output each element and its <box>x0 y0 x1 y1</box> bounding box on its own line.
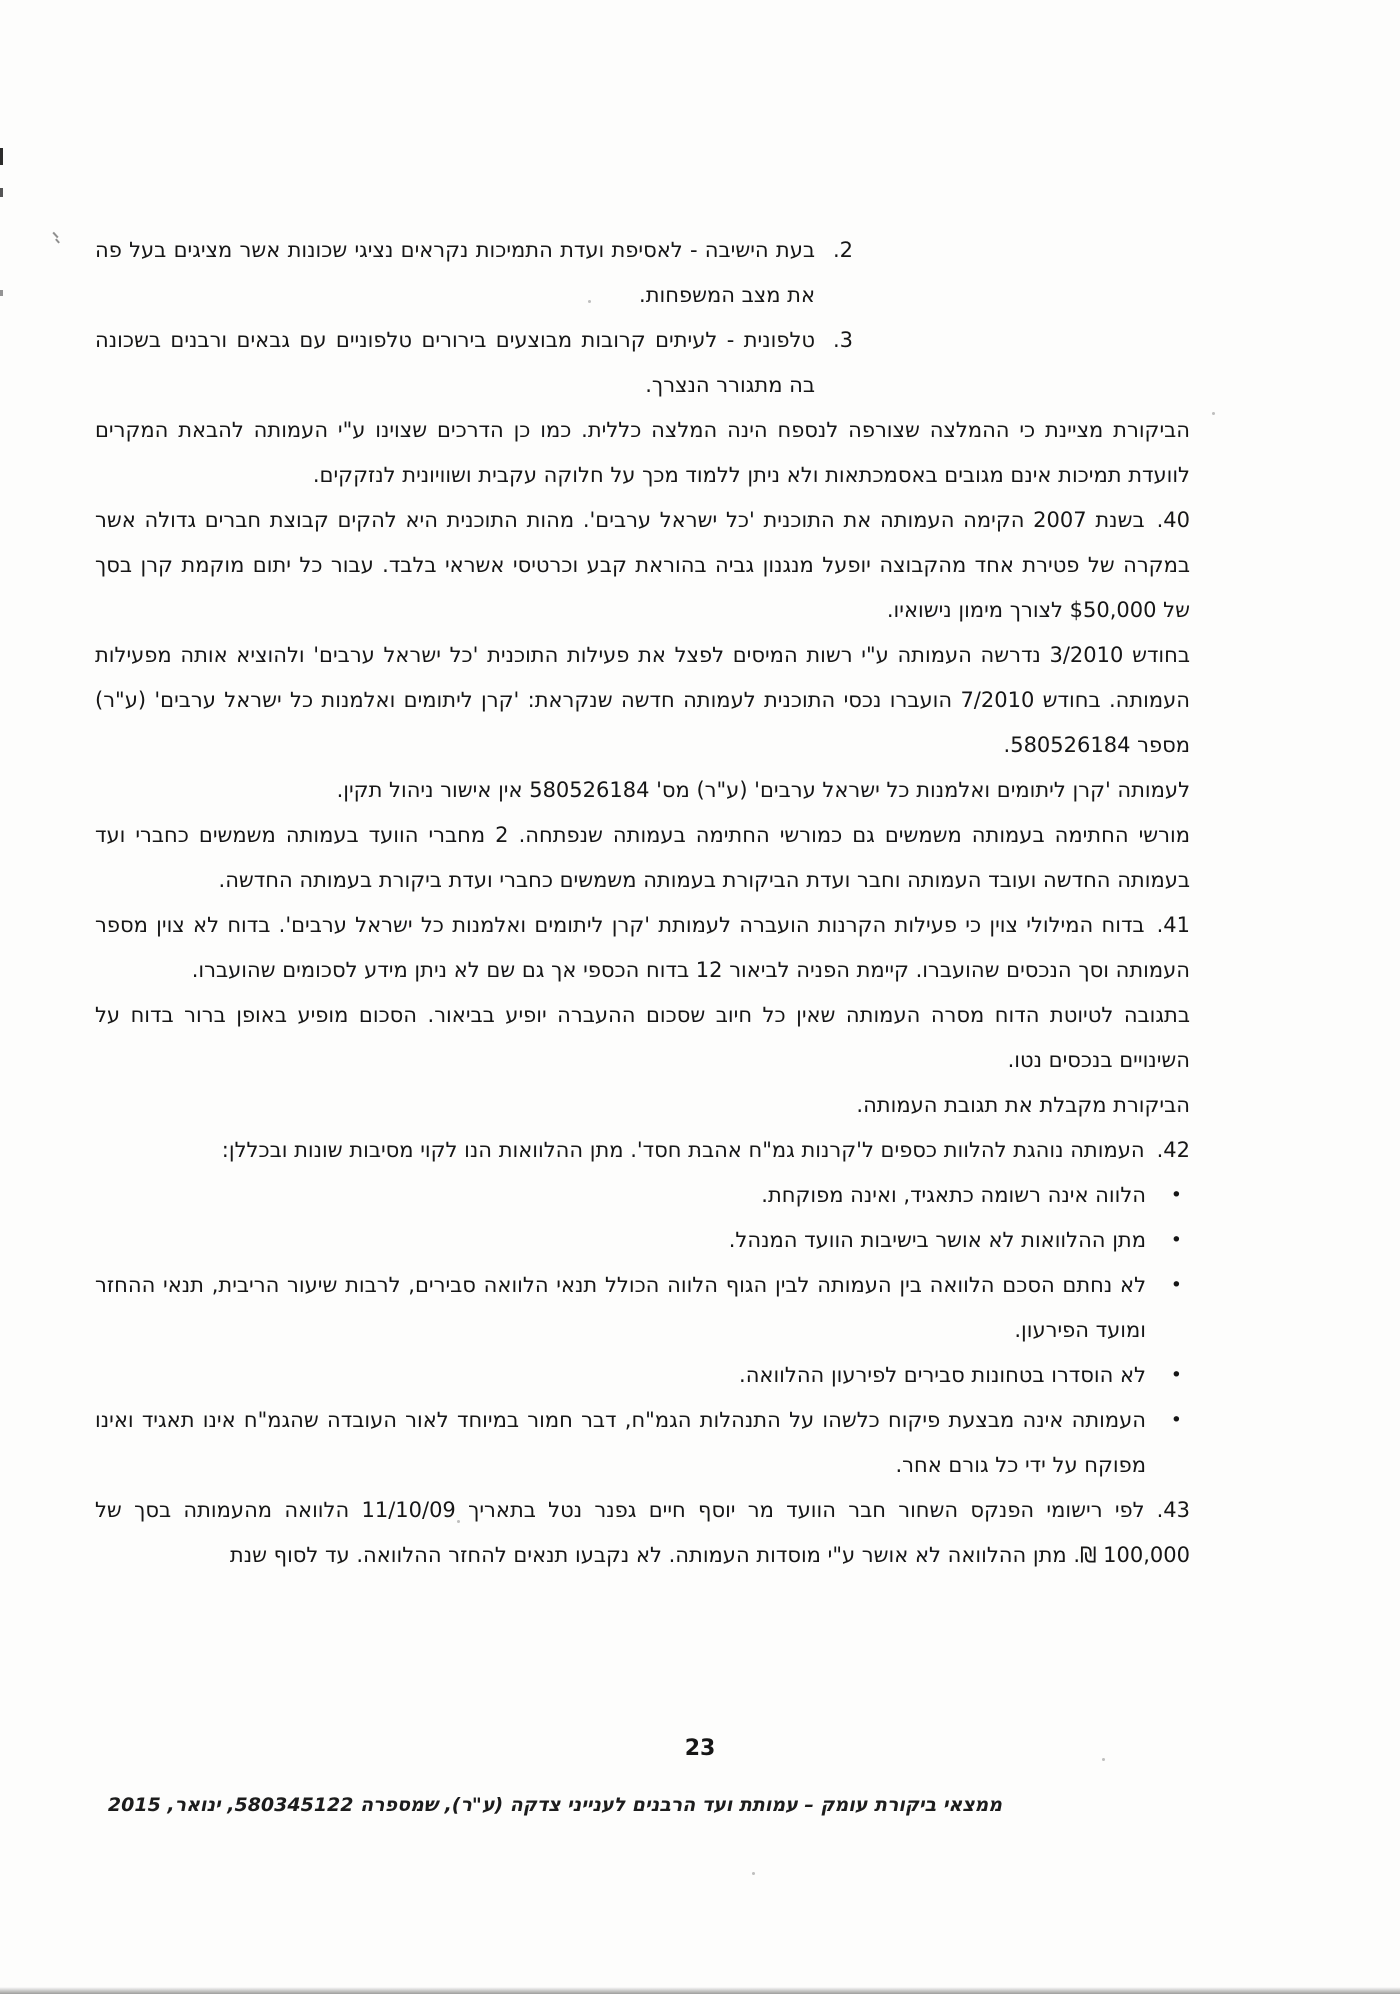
bullet-item-1-text: הלווה אינה רשומה כתאגיד, ואינה מפוקחת. <box>761 1183 1146 1207</box>
list-item-2-number: 2. <box>832 238 853 262</box>
scan-artifact <box>697 1150 700 1153</box>
item-41-paragraph-1 <box>95 903 1190 993</box>
list-item-2-text: בעת הישיבה - לאסיפת ועדת התמיכות נקראים נציגי שכונות אשר מציגים בעל פה את מצב המשפחות. <box>95 238 815 307</box>
item-41-number: 41. <box>1156 913 1190 937</box>
item-43-paragraph <box>95 1488 1190 1578</box>
item-40-paragraph-1 <box>95 498 1190 633</box>
item-40-paragraph-4: מורשי החתימה בעמותה משמשים גם כמורשי החתימה בעמותה שנפתחה. 2 מחברי הוועד בעמותה משמשים כחברי ועד בעמותה החדשה ועובד העמותה וחבר ועדת הביקורת בעמותה משמשים כחברי ועדת ביקורת בעמותה החדשה. <box>95 823 1190 892</box>
bullet-item-4 <box>95 1353 1182 1398</box>
scan-artifact <box>0 148 3 165</box>
scan-artifact <box>588 300 591 303</box>
item-43-text: לפי רישומי הפנקס השחור חבר הוועד מר יוסף חיים גפנר נטל בתאריך 11/10/09 הלוואה מהעמותה בסך של 100,000 ₪. מתן ההלוואה לא אושר ע"י מוסדות העמותה. לא נקבעו תנאים להחזר ההלוואה. עד לסוף שנת <box>95 1498 1190 1567</box>
item-40-text-1: בשנת 2007 הקימה העמותה את התוכנית 'כל ישראל ערבים'. מהות התוכנית היא להקים קבוצת חברים גדולה אשר במקרה של פטירת אחד מהקבוצה יופעל מנגנון גביה בהוראת קבע וכרטיסי אשראי בלבד. עבור כל יתום מוקמת קרן בסך של $50,000 לצורך מימון נישואיו. <box>95 508 1190 622</box>
bullet-icon: • <box>1170 1229 1182 1251</box>
scan-artifact <box>1212 412 1215 415</box>
item-41-paragraph-3: הביקורת מקבלת את תגובת העמותה. <box>856 1093 1190 1117</box>
bullet-icon: • <box>1170 1364 1182 1386</box>
bullet-item-2 <box>95 1218 1182 1263</box>
item-43-number: 43. <box>1156 1498 1190 1522</box>
item-42-number: 42. <box>1156 1138 1190 1162</box>
item-41-text-1: בדוח המילולי צוין כי פעילות הקרנות הועברה לעמותת 'קרן ליתומים ואלמנות כל ישראל ערבים'. בדוח לא צוין מספר העמותה וסך הנכסים שהועברו. קיימת הפניה לביאור 12 בדוח הכספי אך גם שם לא ניתן מידע לסכומים שהועברו. <box>95 913 1190 982</box>
bullet-icon: • <box>1170 1184 1182 1206</box>
scan-artifact <box>752 1872 755 1875</box>
scan-bottom-edge-artifact <box>0 1987 1400 1994</box>
bullet-item-2-text: מתן ההלוואות לא אושר בישיבות הוועד המנהל. <box>728 1228 1146 1252</box>
bullet-item-3-text: לא נחתם הסכם הלוואה בין העמותה לבין הגוף הלווה הכולל תנאי הלוואה סבירים, לרבות שיעור הריבית, תנאי ההחזר ומועד הפירעון. <box>95 1273 1146 1342</box>
item-42-text: העמותה נוהגת להלוות כספים ל'קרנות גמ"ח אהבת חסד'. מתן ההלוואות הנו לקוי מסיבות שונות ובכללן: <box>221 1138 1145 1162</box>
scan-artifact <box>0 290 3 296</box>
footer-note: ממצאי ביקורת עומק – עמותת ועד הרבנים לענייני צדקה (ע"ר), שמספרה 580345122, ינואר, 2015 <box>107 1794 1003 1816</box>
bullet-icon: • <box>1170 1274 1182 1296</box>
pen-mark-artifact <box>52 232 62 244</box>
bullet-item-5-text: העמותה אינה מבצעת פיקוח כלשהו על התנהלות הגמ"ח, דבר חמור במיוחד לאור העובדה שהגמ"ח אינו תאגיד ואינו מפוקח על ידי כל גורם אחר. <box>95 1408 1146 1477</box>
list-item-3-text: טלפונית - לעיתים קרובות מבוצעים בירורים טלפוניים עם גבאים ורבנים בשכונה בה מתגורר הנצרך. <box>95 328 815 397</box>
list-item-3 <box>95 318 853 408</box>
bullet-item-5 <box>95 1398 1182 1488</box>
item-40-paragraph-2: בחודש 3/2010 נדרשה העמותה ע"י רשות המיסים לפצל את פעילות התוכנית 'כל ישראל ערבים' ולהוציא אותה מפעילות העמותה. בחודש 7/2010 הועברו נכסי התוכנית לעמותה חדשה שנקראת: 'קרן ליתומים ואלמנות כל ישראל ערבים' (ע"ר) מספר 580526184. <box>95 643 1190 757</box>
bullet-item-1 <box>95 1173 1182 1218</box>
bullet-item-3 <box>95 1263 1182 1353</box>
bullet-icon: • <box>1170 1409 1182 1431</box>
scan-artifact <box>0 188 3 197</box>
item-40-paragraph-3: לעמותה 'קרן ליתומים ואלמנות כל ישראל ערבים' (ע"ר) מס' 580526184 אין אישור ניהול תקין. <box>336 778 1190 802</box>
list-item-3-number: 3. <box>832 328 853 352</box>
item-42-lead <box>95 1128 1190 1173</box>
list-item-2 <box>95 228 853 318</box>
item-40-number: 40. <box>1156 508 1191 532</box>
scan-artifact <box>457 1520 460 1523</box>
page-number: 23 <box>684 1736 716 1761</box>
audit-note-paragraph: הביקורת מציינת כי ההמלצה שצורפה לנספח הינה המלצה כללית. כמו כן הדרכים שצוינו ע"י העמותה להבאת המקרים לוועדת תמיכות אינם מגובים באסמכתאות ולא ניתן ללמוד מכך על חלוקה עקבית ושוויונית לנזקקים. <box>95 418 1190 487</box>
bullet-item-4-text: לא הוסדרו בטחונות סבירים לפירעון ההלוואה. <box>739 1363 1146 1387</box>
item-41-paragraph-2: בתגובה לטיוטת הדוח מסרה העמותה שאין כל חיוב שסכום ההעברה יופיע בביאור. הסכום מופיע באופן ברור בדוח על השינויים בנכסים נטו. <box>95 1003 1190 1072</box>
